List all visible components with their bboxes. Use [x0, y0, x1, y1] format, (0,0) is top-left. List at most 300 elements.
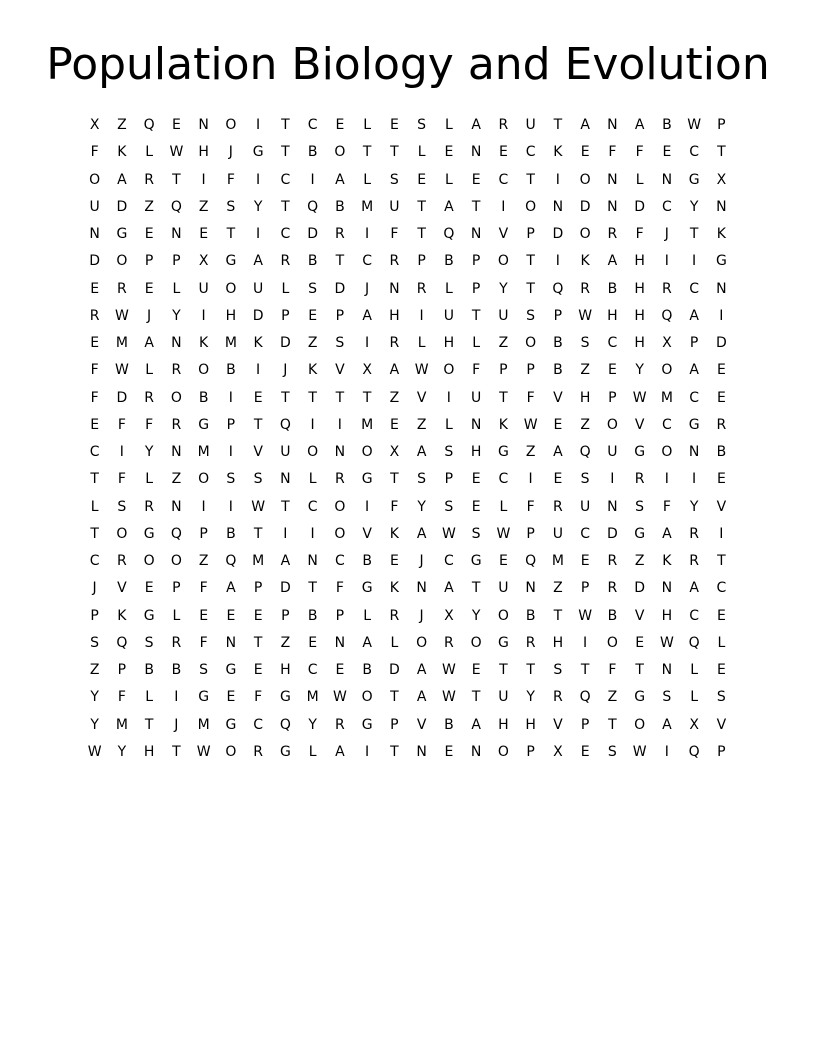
grid-letter: Y: [172, 307, 181, 324]
grid-letter: P: [144, 253, 154, 270]
grid-letter: I: [256, 171, 261, 188]
grid-letter: Z: [198, 198, 209, 215]
grid-row: [81, 194, 735, 221]
grid-letter: E: [716, 662, 726, 679]
grid-letter: O: [334, 498, 346, 515]
grid-letter: X: [716, 171, 727, 188]
grid-letter: E: [580, 144, 590, 161]
grid-letter: V: [716, 498, 727, 515]
grid-letter: K: [199, 335, 209, 352]
grid-letter: A: [553, 444, 563, 461]
grid-letter: S: [444, 444, 454, 461]
grid-letter: Y: [499, 280, 508, 297]
grid-letter: Y: [689, 498, 699, 515]
grid-letter: U: [498, 689, 509, 706]
grid-letter: R: [389, 607, 400, 624]
grid-letter: E: [389, 553, 399, 570]
grid-letter: S: [444, 498, 454, 515]
grid-letter: R: [416, 280, 427, 297]
grid-letter: I: [310, 525, 315, 542]
grid-letter: Q: [552, 280, 564, 297]
grid-letter: X: [89, 117, 100, 134]
grid-letter: O: [361, 689, 373, 706]
grid-letter: F: [199, 634, 208, 651]
grid-letter: N: [470, 743, 482, 760]
grid-letter: T: [390, 743, 399, 760]
grid-letter: T: [253, 416, 263, 433]
grid-letter: W: [441, 525, 456, 542]
grid-letter: Q: [443, 226, 455, 243]
grid-letter: O: [606, 634, 618, 651]
grid-letter: O: [225, 280, 237, 297]
grid-letter: I: [555, 253, 560, 270]
grid-letter: Z: [307, 335, 318, 352]
grid-letter: M: [197, 444, 210, 461]
grid-letter: E: [90, 280, 100, 297]
grid-letter: H: [443, 335, 455, 352]
grid-letter: V: [117, 580, 127, 597]
grid-row: [81, 385, 735, 412]
grid-letter: I: [228, 389, 233, 406]
grid-letter: I: [310, 416, 315, 433]
page-title: Population Biology and Evolution: [46, 39, 770, 90]
grid-letter: P: [526, 743, 535, 760]
grid-letter: I: [555, 171, 560, 188]
grid-letter: T: [471, 689, 481, 706]
grid-letter: H: [498, 716, 509, 733]
grid-letter: L: [690, 689, 699, 706]
grid-letter: Y: [144, 444, 154, 461]
grid-letter: S: [117, 498, 127, 515]
grid-letter: R: [389, 253, 400, 270]
grid-letter: T: [362, 389, 372, 406]
grid-letter: P: [717, 117, 726, 134]
grid-letter: T: [226, 226, 236, 243]
grid-letter: D: [252, 307, 264, 324]
grid-letter: L: [172, 607, 181, 624]
grid-letter: B: [335, 198, 345, 215]
grid-letter: L: [363, 117, 372, 134]
grid-letter: P: [526, 226, 535, 243]
grid-letter: H: [579, 389, 591, 406]
grid-letter: E: [444, 144, 454, 161]
grid-letter: I: [174, 689, 179, 706]
grid-letter: D: [307, 226, 319, 243]
grid-letter: B: [144, 662, 154, 679]
grid-letter: E: [308, 307, 318, 324]
grid-letter: J: [419, 607, 424, 624]
grid-letter: A: [689, 362, 699, 379]
grid-letter: P: [226, 416, 236, 433]
grid-letter: C: [307, 498, 318, 515]
grid-letter: F: [635, 144, 644, 161]
grid-letter: D: [116, 198, 128, 215]
grid-letter: U: [580, 498, 591, 515]
grid-letter: R: [171, 634, 182, 651]
grid-letter: I: [365, 226, 370, 243]
grid-letter: P: [281, 607, 290, 624]
grid-letter: T: [335, 253, 345, 270]
grid-letter: E: [417, 171, 427, 188]
grid-letter: I: [310, 171, 315, 188]
grid-letter: N: [171, 226, 182, 243]
grid-letter: U: [443, 307, 454, 324]
grid-letter: D: [334, 280, 346, 297]
grid-letter: T: [362, 144, 372, 161]
grid-letter: T: [172, 743, 181, 760]
grid-letter: K: [498, 416, 508, 433]
grid-letter: K: [662, 553, 672, 570]
grid-letter: E: [553, 471, 563, 488]
grid-letter: R: [525, 634, 536, 651]
grid-letter: Z: [580, 416, 590, 433]
grid-letter: G: [279, 743, 291, 760]
grid-letter: O: [606, 416, 618, 433]
grid-letter: B: [226, 525, 236, 542]
grid-letter: B: [444, 253, 454, 270]
grid-letter: A: [416, 444, 427, 461]
grid-letter: C: [525, 144, 536, 161]
grid-letter: P: [117, 662, 127, 679]
grid-letter: E: [498, 553, 508, 570]
grid-row: [81, 548, 735, 575]
grid-letter: T: [281, 117, 290, 134]
grid-row: [81, 139, 735, 166]
grid-letter: N: [470, 144, 482, 161]
grid-letter: C: [689, 607, 700, 624]
grid-letter: R: [144, 171, 154, 188]
grid-letter: L: [417, 144, 426, 161]
grid-letter: J: [664, 226, 669, 243]
grid-letter: T: [635, 662, 644, 679]
grid-letter: N: [607, 498, 618, 515]
grid-letter: A: [226, 580, 236, 597]
grid-letter: T: [253, 634, 263, 651]
grid-letter: X: [198, 253, 209, 270]
grid-letter: Q: [279, 416, 291, 433]
grid-letter: B: [607, 607, 618, 624]
grid-letter: P: [172, 580, 181, 597]
grid-row: [81, 712, 735, 739]
grid-letter: I: [583, 634, 588, 651]
grid-letter: H: [607, 307, 618, 324]
grid-letter: A: [444, 198, 454, 215]
grid-letter: O: [143, 553, 155, 570]
grid-letter: N: [280, 471, 291, 488]
grid-letter: P: [281, 307, 290, 324]
grid-letter: V: [362, 525, 372, 542]
grid-letter: I: [528, 471, 533, 488]
grid-letter: E: [253, 662, 263, 679]
grid-letter: L: [690, 662, 699, 679]
grid-letter: T: [281, 198, 290, 215]
grid-letter: P: [580, 580, 590, 597]
grid-letter: S: [662, 689, 672, 706]
grid-letter: N: [334, 444, 346, 461]
grid-letter: E: [144, 226, 154, 243]
grid-letter: C: [362, 253, 373, 270]
grid-letter: W: [632, 743, 647, 760]
grid-letter: A: [580, 117, 590, 134]
grid-letter: X: [689, 716, 699, 733]
grid-letter: P: [553, 307, 563, 324]
grid-letter: N: [334, 634, 346, 651]
grid-letter: O: [497, 743, 509, 760]
grid-letter: O: [361, 444, 373, 461]
grid-letter: Q: [143, 117, 155, 134]
grid-letter: P: [199, 525, 208, 542]
grid-letter: O: [579, 171, 591, 188]
grid-letter: R: [689, 525, 699, 542]
grid-letter: C: [334, 553, 345, 570]
grid-letter: I: [201, 498, 206, 515]
grid-letter: G: [634, 689, 646, 706]
grid-letter: V: [335, 362, 345, 379]
grid-letter: O: [116, 253, 128, 270]
grid-letter: W: [87, 743, 102, 760]
grid-letter: G: [225, 253, 237, 270]
grid-letter: T: [390, 144, 399, 161]
grid-letter: T: [335, 389, 345, 406]
grid-letter: E: [716, 607, 726, 624]
grid-letter: T: [308, 389, 317, 406]
grid-letter: S: [417, 471, 427, 488]
grid-letter: C: [280, 171, 291, 188]
grid-letter: A: [362, 307, 372, 324]
grid-letter: T: [281, 144, 290, 161]
grid-letter: A: [117, 171, 127, 188]
grid-letter: A: [389, 362, 400, 379]
grid-letter: P: [608, 389, 617, 406]
grid-letter: R: [117, 553, 127, 570]
grid-letter: H: [389, 307, 400, 324]
grid-letter: Y: [526, 689, 535, 706]
grid-letter: S: [607, 743, 617, 760]
grid-letter: N: [225, 634, 237, 651]
grid-letter: G: [198, 689, 210, 706]
grid-letter: E: [716, 471, 726, 488]
grid-letter: Y: [308, 716, 317, 733]
grid-letter: T: [253, 525, 263, 542]
grid-row: [81, 466, 735, 493]
grid-letter: O: [525, 198, 537, 215]
grid-letter: P: [580, 716, 590, 733]
grid-letter: T: [717, 144, 726, 161]
grid-letter: N: [389, 280, 400, 297]
grid-letter: G: [225, 662, 237, 679]
grid-letter: W: [632, 389, 647, 406]
grid-letter: O: [198, 362, 210, 379]
grid-letter: Z: [634, 553, 645, 570]
grid-letter: U: [89, 198, 100, 215]
grid-letter: Q: [279, 716, 291, 733]
grid-letter: W: [496, 525, 511, 542]
grid-letter: P: [526, 525, 535, 542]
grid-letter: O: [525, 335, 537, 352]
grid-letter: T: [281, 498, 290, 515]
grid-letter: O: [307, 444, 319, 461]
grid-letter: P: [390, 716, 399, 733]
grid-letter: B: [444, 716, 454, 733]
grid-letter: C: [661, 198, 672, 215]
grid-letter: H: [634, 335, 645, 352]
grid-row: [81, 276, 735, 303]
grid-letter: G: [497, 444, 509, 461]
grid-letter: G: [688, 416, 700, 433]
grid-letter: M: [551, 553, 564, 570]
grid-letter: N: [416, 743, 427, 760]
grid-letter: P: [526, 362, 535, 379]
grid-letter: A: [444, 580, 454, 597]
grid-letter: J: [365, 280, 370, 297]
grid-letter: Y: [253, 198, 263, 215]
grid-letter: F: [145, 416, 154, 433]
grid-letter: P: [471, 253, 481, 270]
grid-letter: C: [443, 553, 454, 570]
grid-letter: L: [444, 280, 453, 297]
grid-letter: E: [553, 416, 563, 433]
grid-letter: X: [444, 607, 454, 624]
grid-letter: I: [610, 471, 615, 488]
grid-letter: I: [283, 525, 288, 542]
grid-letter: E: [471, 498, 481, 515]
grid-letter: Q: [688, 743, 700, 760]
grid-letter: Y: [90, 689, 99, 706]
grid-letter: I: [365, 743, 370, 760]
grid-letter: W: [196, 743, 211, 760]
grid-letter: E: [171, 117, 181, 134]
grid-letter: S: [253, 471, 263, 488]
grid-letter: V: [416, 716, 427, 733]
grid-letter: W: [114, 307, 129, 324]
grid-letter: C: [689, 389, 700, 406]
grid-letter: F: [90, 362, 99, 379]
grid-letter: G: [361, 716, 373, 733]
grid-letter: I: [664, 471, 669, 488]
grid-letter: C: [498, 471, 509, 488]
grid-letter: W: [251, 498, 266, 515]
grid-letter: D: [634, 198, 646, 215]
grid-letter: E: [308, 634, 318, 651]
grid-letter: N: [416, 580, 427, 597]
grid-letter: T: [608, 716, 617, 733]
grid-letter: V: [553, 389, 563, 406]
grid-letter: E: [471, 171, 481, 188]
grid-letter: U: [498, 307, 509, 324]
grid-letter: A: [662, 525, 672, 542]
grid-letter: I: [719, 525, 724, 542]
grid-letter: U: [253, 280, 264, 297]
grid-letter: H: [552, 634, 564, 651]
grid-letter: S: [335, 335, 345, 352]
grid-letter: S: [417, 117, 427, 134]
grid-letter: F: [662, 498, 671, 515]
grid-letter: R: [607, 226, 618, 243]
grid-row: [81, 739, 735, 766]
grid-letter: R: [553, 689, 563, 706]
grid-letter: F: [254, 689, 263, 706]
grid-letter: W: [578, 607, 593, 624]
grid-letter: N: [89, 226, 100, 243]
grid-letter: M: [197, 716, 210, 733]
grid-letter: V: [634, 607, 645, 624]
grid-letter: G: [688, 171, 700, 188]
grid-letter: R: [716, 416, 727, 433]
grid-letter: P: [444, 471, 454, 488]
grid-letter: K: [580, 253, 590, 270]
grid-letter: Q: [116, 634, 128, 651]
grid-letter: M: [252, 553, 265, 570]
grid-letter: A: [607, 253, 618, 270]
grid-letter: S: [226, 198, 236, 215]
grid-letter: I: [692, 471, 697, 488]
grid-letter: B: [716, 444, 727, 461]
grid-letter: N: [552, 198, 564, 215]
grid-letter: M: [361, 198, 374, 215]
grid-letter: V: [634, 416, 645, 433]
grid-letter: U: [389, 198, 400, 215]
grid-letter: E: [144, 280, 154, 297]
grid-letter: C: [716, 580, 727, 597]
grid-letter: O: [661, 362, 673, 379]
grid-letter: Z: [553, 580, 563, 597]
grid-letter: D: [388, 662, 400, 679]
grid-letter: N: [661, 662, 673, 679]
grid-letter: T: [526, 253, 535, 270]
grid-letter: R: [144, 389, 154, 406]
grid-letter: N: [470, 416, 482, 433]
grid-letter: S: [526, 307, 536, 324]
grid-letter: O: [89, 171, 101, 188]
grid-letter: H: [225, 307, 237, 324]
grid-letter: Z: [117, 117, 127, 134]
grid-letter: M: [224, 335, 237, 352]
grid-letter: I: [692, 253, 697, 270]
grid-letter: A: [280, 553, 291, 570]
grid-letter: K: [117, 144, 127, 161]
grid-letter: T: [717, 553, 726, 570]
grid-letter: O: [198, 471, 210, 488]
grid-letter: N: [661, 171, 673, 188]
grid-letter: A: [416, 525, 427, 542]
grid-letter: R: [171, 416, 182, 433]
grid-letter: F: [226, 171, 235, 188]
grid-letter: Q: [170, 198, 182, 215]
grid-letter: O: [634, 716, 646, 733]
grid-letter: F: [90, 144, 99, 161]
grid-letter: S: [90, 634, 100, 651]
grid-letter: F: [526, 498, 535, 515]
grid-letter: V: [253, 444, 263, 461]
grid-letter: E: [90, 335, 100, 352]
grid-letter: Q: [688, 634, 700, 651]
grid-letter: E: [580, 553, 590, 570]
grid-letter: U: [607, 444, 618, 461]
grid-letter: X: [362, 362, 372, 379]
grid-letter: U: [198, 280, 209, 297]
grid-letter: K: [253, 335, 263, 352]
grid-letter: N: [198, 117, 209, 134]
grid-letter: W: [523, 416, 538, 433]
grid-letter: H: [661, 607, 673, 624]
grid-letter: D: [116, 389, 128, 406]
grid-letter: G: [225, 716, 237, 733]
grid-letter: N: [716, 198, 727, 215]
grid-letter: N: [661, 580, 673, 597]
grid-letter: A: [634, 117, 645, 134]
grid-letter: Y: [689, 198, 699, 215]
grid-letter: M: [660, 389, 673, 406]
